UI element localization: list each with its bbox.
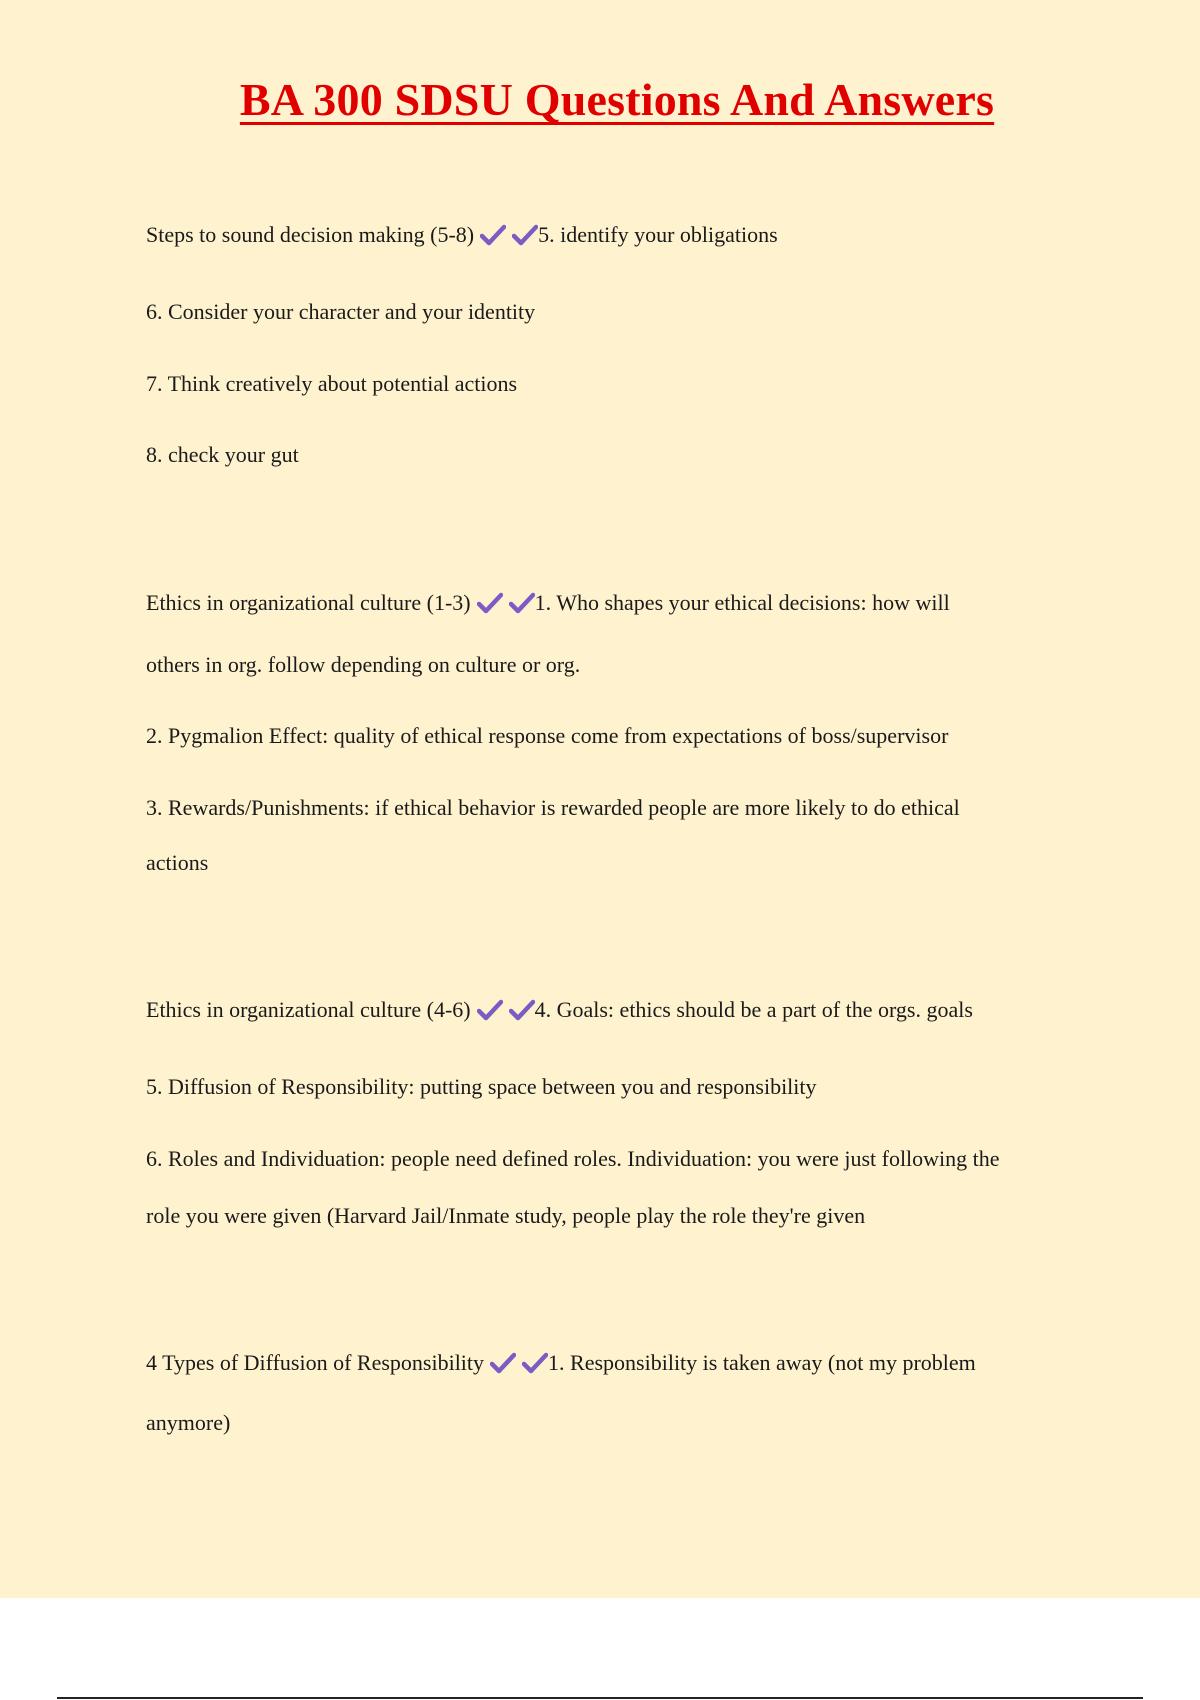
qa-question-line [146,590,950,616]
qa-answer-line: anymore) [146,1410,231,1435]
qa-answer-line: 3. Rewards/Punishments: if ethical behavior is rewarded people are more likely to do ethical [146,795,960,820]
qa-answer-line: role you were given (Harvard Jail/Inmate study, people play the role they're given [146,1203,866,1228]
check-icon [522,1352,548,1374]
qa-answer-line: 2. Pygmalion Effect: quality of ethical response come from expectations of boss/supervisor [146,723,949,748]
page-divider [57,1697,1143,1699]
qa-question: Ethics in organizational culture (1-3) [146,590,471,615]
qa-answer-line: others in org. follow depending on culture or org. [146,652,581,677]
qa-answer-line: 6. Roles and Individuation: people need defined roles. Individuation: you were just following the [146,1146,1000,1171]
qa-answer-line: 7. Think creatively about potential actions [146,371,518,396]
check-icon [509,999,535,1021]
qa-question: 4 Types of Diffusion of Responsibility [146,1350,485,1375]
document-title: BA 300 SDSU Questions And Answers [239,74,995,125]
qa-answer: 1. Who shapes your ethical decisions: how will [534,590,950,615]
check-icon [509,592,535,614]
qa-question-line [146,222,778,248]
qa-question-line [146,997,973,1023]
qa-answer-line: actions [146,850,209,875]
qa-answer-line: 8. check your gut [146,442,299,467]
qa-answer: 1. Responsibility is taken away (not my problem [548,1350,976,1375]
check-icon [477,999,503,1021]
check-icon [480,224,506,246]
qa-answer-line: 6. Consider your character and your identity [146,299,536,324]
qa-answer: 5. identify your obligations [538,222,778,247]
qa-answer-line: 5. Diffusion of Responsibility: putting space between you and responsibility [146,1074,817,1099]
qa-question: Steps to sound decision making (5-8) [146,222,475,247]
check-icon [477,592,503,614]
qa-question-line [146,1350,976,1376]
check-icon [512,224,538,246]
qa-answer: 4. Goals: ethics should be a part of the orgs. goals [534,997,973,1022]
qa-question: Ethics in organizational culture (4-6) [146,997,471,1022]
check-icon [490,1352,516,1374]
